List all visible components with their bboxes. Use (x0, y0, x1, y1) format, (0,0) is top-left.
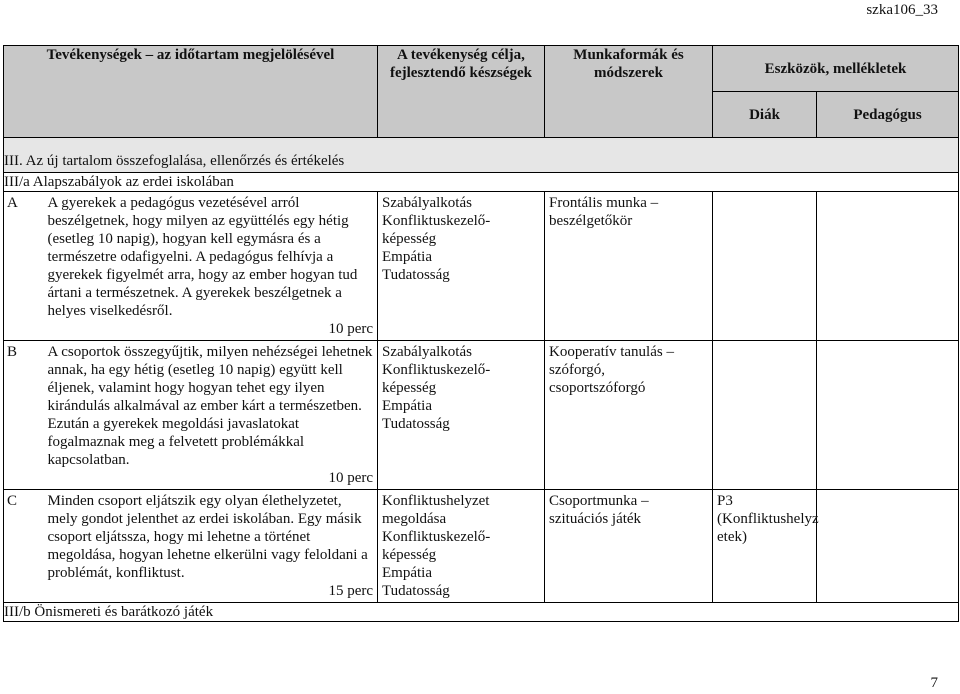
header-tools-title: Eszközök, mellékletek (713, 46, 958, 92)
header-tools-student: Diák (713, 92, 817, 137)
skills-cell: Szabályalkotás Konfliktuskezelő- képesség Empátia Tudatosság (378, 192, 545, 341)
table-row (4, 341, 959, 490)
section-row (4, 138, 959, 173)
header-methods: Munkaformák és módszerek (545, 46, 713, 138)
skills-cell: Konfliktushelyzet megoldása Konfliktuskezelő- képesség Empátia Tudatosság (378, 490, 545, 603)
activity-duration: 10 perc (328, 470, 373, 486)
table-row (4, 490, 959, 603)
activity-duration: 10 perc (328, 321, 373, 337)
document-code: szka106_33 (866, 2, 938, 18)
student-tools-cell (713, 192, 817, 341)
teacher-tools-cell (817, 341, 959, 490)
subsection-row-a (4, 173, 959, 192)
subsection-row-b (4, 603, 959, 622)
activity-cell (45, 490, 378, 603)
subsection-title-b: III/b Önismereti és barátkozó játék (4, 603, 959, 622)
row-letter: B (4, 341, 45, 490)
header-tools (713, 46, 959, 138)
teacher-tools-cell (817, 490, 959, 603)
methods-cell: Frontális munka – beszélgetőkör (545, 192, 713, 341)
header-activities: Tevékenységek – az időtartam megjelölésével (4, 46, 378, 138)
activity-cell (45, 192, 378, 341)
row-letter: A (4, 192, 45, 341)
activity-text: A gyerekek a pedagógus vezetésével arról beszélgetnek, hogy milyen az együttélés egy hétig (esetleg 10 napig), hogyan kell egymásra és a természetre odafigyelni. A pedagógus felhívja a gyerekek figyelmét arra, hogy az ember hogyan tud ártani a természetnek. A gyerekek beszélgetnek a helyes viselkedésről. (47, 195, 358, 319)
student-tools-cell (713, 341, 817, 490)
teacher-tools-cell (817, 192, 959, 341)
skills-cell: Szabályalkotás Konfliktuskezelő- képesség Empátia Tudatosság (378, 341, 545, 490)
lesson-plan-table (3, 45, 959, 622)
page-number: 7 (930, 675, 938, 691)
table-row (4, 192, 959, 341)
header-tools-teacher: Pedagógus (853, 106, 922, 123)
activity-text: Minden csoport eljátszik egy olyan élethelyzetet, mely gondot jelenthet az erdei iskolában. Egy másik csoport eljátssza, hogy mi lehetne a történet megoldása, hogyan lehetne elkerülni vagy feloldani a problémát, konfliktust. (47, 493, 368, 581)
section-title: III. Az új tartalom összefoglalása, ellenőrzés és értékelés (4, 138, 959, 173)
header-goal: A tevékenység célja, fejlesztendő készségek (378, 46, 545, 138)
methods-cell: Csoportmunka – szituációs játék (545, 490, 713, 603)
subsection-title-a: III/a Alapszabályok az erdei iskolában (4, 173, 959, 192)
methods-cell: Kooperatív tanulás – szóforgó, csoportszóforgó (545, 341, 713, 490)
table-header-row (4, 46, 959, 138)
activity-cell (45, 341, 378, 490)
activity-text: A csoportok összegyűjtik, milyen nehézségei lehetnek annak, ha egy hétig (esetleg 10 napig) együtt kell éljenek, valamint hogy hogyan tehet egy ilyen kirándulás alkalmával az ember kárt a természetben. Ezután a gyerekek megoldási javaslatokat fogalmaznak meg a felvetett problémákkal kapcsolatban. (47, 344, 373, 468)
student-tools-cell: P3 (Konfliktushelyz etek) (713, 490, 817, 603)
row-letter: C (4, 490, 45, 603)
activity-duration: 15 perc (328, 583, 373, 599)
